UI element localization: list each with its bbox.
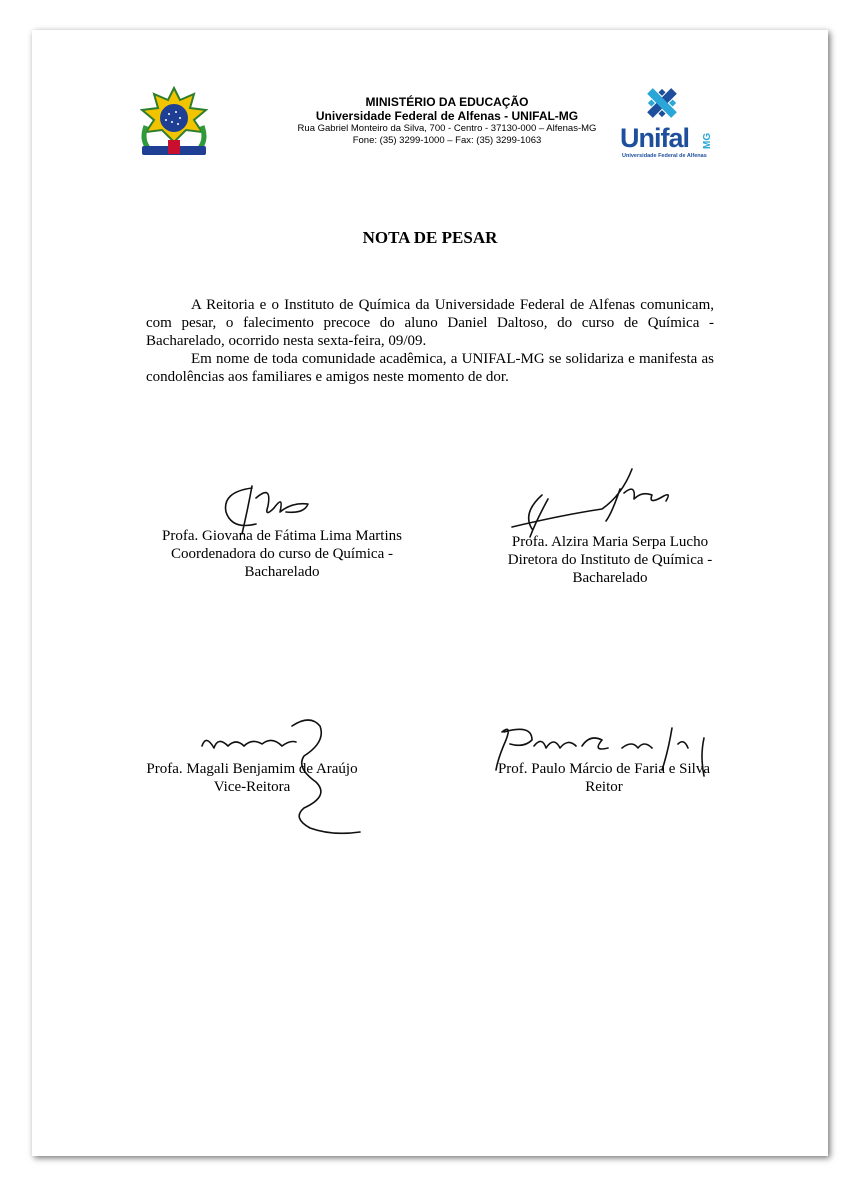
page-title: NOTA DE PESAR (362, 228, 498, 247)
signatory-role: Coordenadora do curso de Química - (170, 546, 393, 562)
signatory-name: Profa. Magali Benjamim de Araújo (146, 761, 358, 777)
signatory-name: Prof. Paulo Márcio de Faria e Silva (497, 761, 711, 777)
logo-mg: MG (702, 132, 713, 149)
body-paragraph-2: Em nome de toda comunidade acadêmica, a UNIFAL-MG se solidariza e manifesta as condolências aos familiares e amigos neste momento de dor. (146, 351, 714, 385)
notice-body (146, 296, 714, 386)
signatory-role-cont: Bacharelado (244, 564, 320, 580)
brazil-coat-of-arms-icon (136, 86, 212, 160)
signatory-role-cont: Bacharelado (572, 570, 648, 586)
logo-subtitle: Universidade Federal de Alfenas (622, 153, 707, 159)
university-name: Universidade Federal de Alfenas - UNIFAL-MG (315, 109, 579, 123)
logo-wordmark: Unifal (620, 123, 690, 153)
body-paragraph-1: A Reitoria e o Instituto de Química da Universidade Federal de Alfenas comunicam, com pesar, o falecimento precoce do aluno Daniel Daltoso, do curso de Química - Bacharelado, ocorrido nesta sexta-feira, 09/09. (146, 297, 714, 349)
signatory-role: Diretora do Instituto de Química - (507, 552, 713, 568)
unifal-logo-icon (620, 83, 720, 163)
signature-block-4 (454, 760, 754, 796)
signature-block-2 (460, 533, 760, 587)
signatory-name: Profa. Giovana de Fátima Lima Martins (162, 528, 402, 544)
signatory-role: Vice-Reitora (213, 779, 291, 795)
unifal-cross-icon (620, 83, 720, 123)
signatory-role: Reitor (585, 779, 623, 795)
signature-block-1 (132, 527, 432, 581)
institution-address: Rua Gabriel Monteiro da Silva, 700 - Centro - 37130-000 – Alfenas-MG (297, 123, 597, 134)
institution-phone: Fone: (35) 3299-1000 – Fax: (35) 3299-1063 (352, 135, 542, 146)
document-page (32, 30, 828, 1156)
ministry-name: MINISTÉRIO DA EDUCAÇÃO (365, 95, 529, 109)
signature-block-3 (102, 760, 402, 796)
signatory-name: Profa. Alzira Maria Serpa Lucho (511, 534, 709, 550)
institution-header (232, 95, 662, 147)
